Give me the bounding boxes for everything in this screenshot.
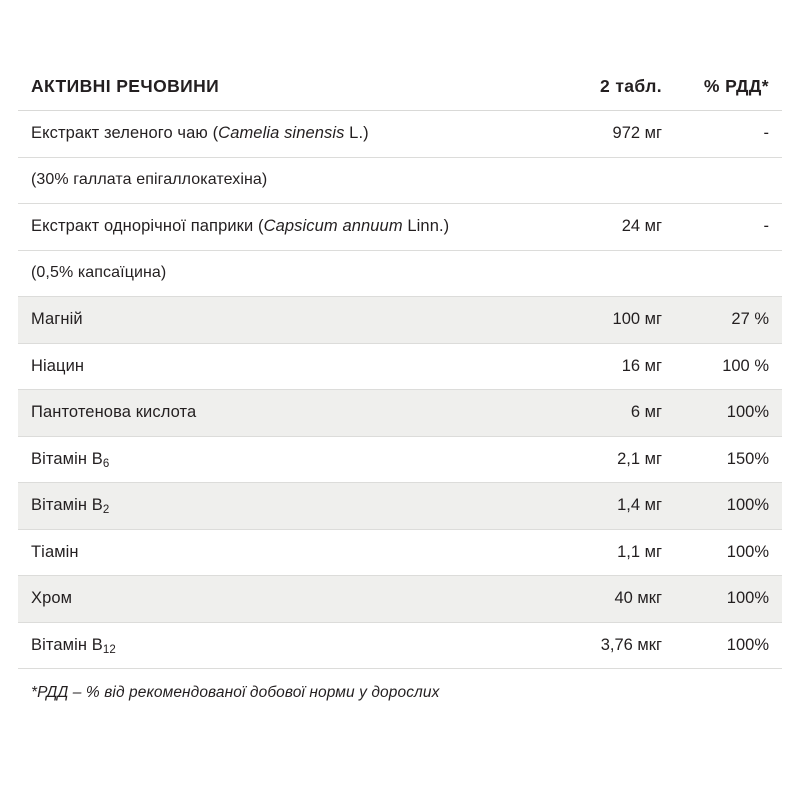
cell-amount (545, 250, 680, 297)
table-row (18, 390, 782, 437)
table-row (18, 622, 782, 669)
cell-ingredient-name: Екстракт однорічної паприки (Capsicum annuum Linn.) (18, 204, 545, 251)
cell-ingredient-name: Вітамін $B_{12}$ (18, 622, 545, 669)
cell-daily-value: 100% (680, 483, 782, 530)
cell-ingredient-name: Вітамін $B_6$ (18, 436, 545, 483)
cell-ingredient-name: Тіамін (18, 529, 545, 576)
cell-amount: 16 мг (545, 343, 680, 390)
cell-ingredient-name: (30% галлата епігаллокатехіна) (18, 157, 545, 204)
cell-daily-value: 100% (680, 622, 782, 669)
cell-daily-value: 27 % (680, 297, 782, 344)
cell-ingredient-name: Вітамін $B_2$ (18, 483, 545, 530)
cell-daily-value: 100% (680, 576, 782, 623)
cell-daily-value: 150% (680, 436, 782, 483)
cell-amount: 24 мг (545, 204, 680, 251)
table-row (18, 204, 782, 251)
cell-daily-value (680, 250, 782, 297)
cell-ingredient-name: Екстракт зеленого чаю (Camelia sinensis L.) (18, 111, 545, 158)
cell-ingredient-name: Хром (18, 576, 545, 623)
table-row (18, 157, 782, 204)
column-header-ingredient: АКТИВНІ РЕЧОВИНИ (18, 62, 545, 111)
cell-ingredient-name: (0,5% капсаїцина) (18, 250, 545, 297)
ingredients-table (18, 62, 782, 669)
table-row (18, 343, 782, 390)
cell-amount (545, 157, 680, 204)
cell-amount: 100 мг (545, 297, 680, 344)
cell-ingredient-name: Магній (18, 297, 545, 344)
cell-amount: 2,1 мг (545, 436, 680, 483)
cell-amount: 3,76 мкг (545, 622, 680, 669)
table-row (18, 576, 782, 623)
cell-daily-value: - (680, 111, 782, 158)
column-header-amount: 2 табл. (545, 62, 680, 111)
latin-name: Capsicum annuum (263, 217, 403, 236)
cell-amount: 1,4 мг (545, 483, 680, 530)
cell-daily-value: - (680, 204, 782, 251)
cell-amount: 6 мг (545, 390, 680, 437)
cell-ingredient-name: Ніацин (18, 343, 545, 390)
table-row (18, 297, 782, 344)
table-row (18, 529, 782, 576)
cell-daily-value: 100 % (680, 343, 782, 390)
table-row (18, 111, 782, 158)
cell-amount: 40 мкг (545, 576, 680, 623)
table-row (18, 436, 782, 483)
table-row (18, 250, 782, 297)
table-body (18, 111, 782, 669)
table-header-row (18, 62, 782, 111)
table-footnote: *РДД – % від рекомендованої добової норми у дорослих (31, 684, 440, 701)
cell-daily-value (680, 157, 782, 204)
column-header-daily-value: % РДД* (680, 62, 782, 111)
latin-name: Camelia sinensis (218, 124, 345, 143)
table-row (18, 483, 782, 530)
cell-daily-value: 100% (680, 529, 782, 576)
cell-amount: 972 мг (545, 111, 680, 158)
ingredients-table-wrapper (18, 62, 782, 702)
cell-ingredient-name: Пантотенова кислота (18, 390, 545, 437)
cell-amount: 1,1 мг (545, 529, 680, 576)
cell-daily-value: 100% (680, 390, 782, 437)
